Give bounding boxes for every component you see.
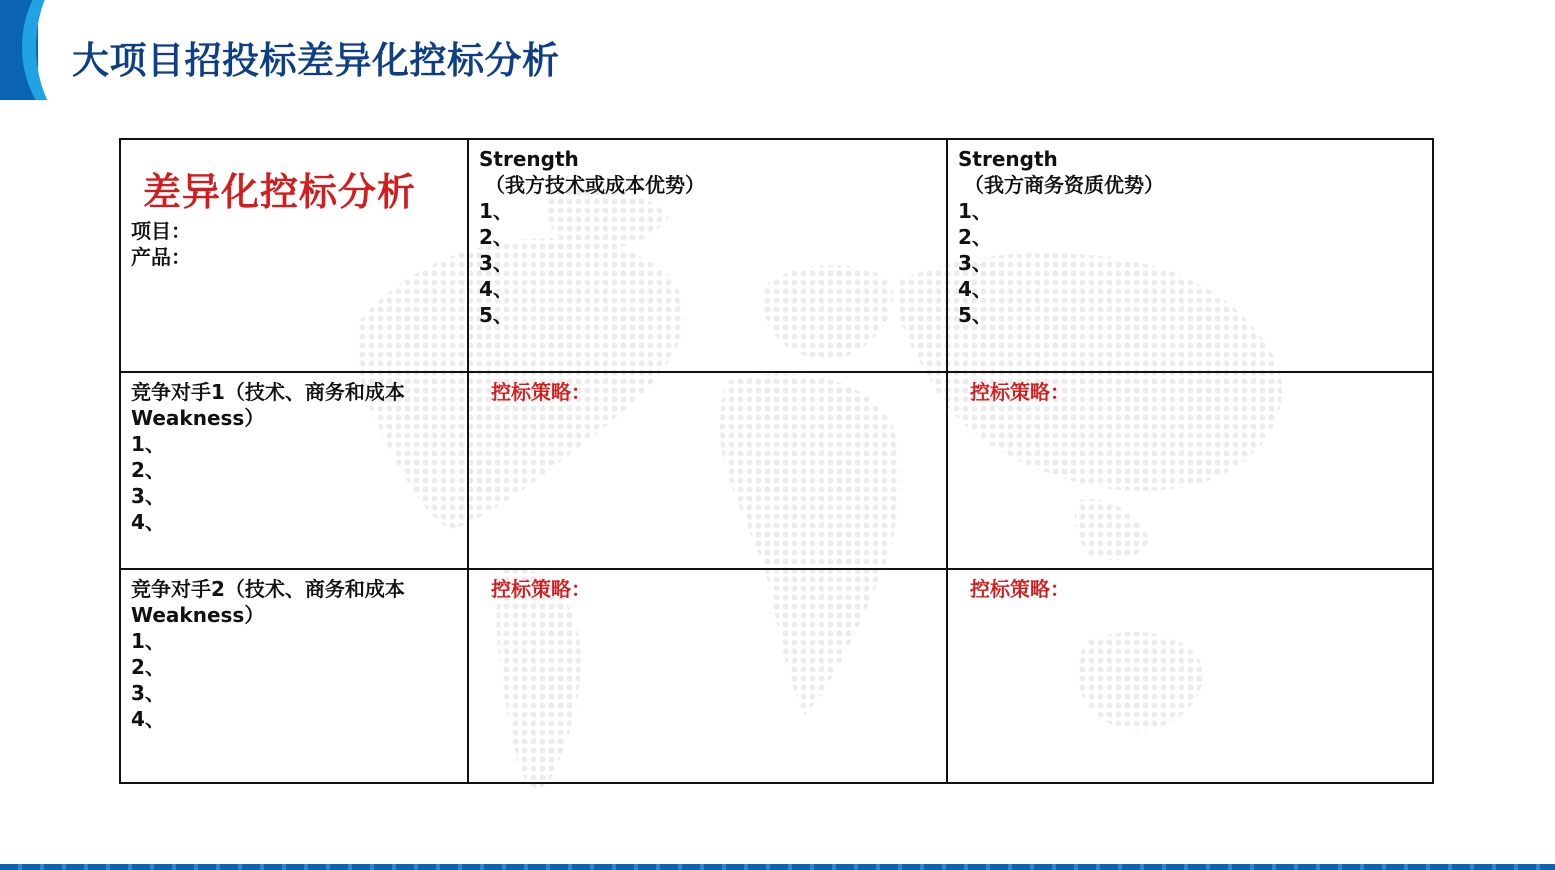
list-item: 4、 (479, 277, 513, 301)
swot-analysis-table (119, 138, 1434, 784)
strategy-label: 控标策略： (970, 577, 1070, 601)
list-item: 3、 (479, 251, 513, 275)
intro-cell (120, 139, 468, 372)
strategy-label: 控标策略： (491, 380, 591, 404)
competitor2-title: 竞争对手2（技术、商务和成本 (131, 577, 405, 601)
strength-tech-cell (468, 139, 947, 372)
list-item: 2、 (479, 225, 513, 249)
list-item: 4、 (131, 510, 165, 534)
list-item: 3、 (131, 484, 165, 508)
list-item: 1、 (131, 629, 165, 653)
list-item: 1、 (479, 199, 513, 223)
strength-business-subtitle: （我方商务资质优势） (964, 173, 1164, 197)
slide-title: 大项目招投标差异化控标分析 (72, 39, 560, 82)
table-row (120, 569, 1433, 783)
strategy-cell-tech-2 (468, 569, 947, 783)
list-item: 2、 (131, 655, 165, 679)
strategy-cell-tech-1 (468, 372, 947, 569)
competitor1-subtitle: Weakness） (131, 406, 265, 430)
strategy-cell-business-1 (947, 372, 1433, 569)
strategy-label: 控标策略： (970, 380, 1070, 404)
list-item: 4、 (131, 707, 165, 731)
strength-business-cell (947, 139, 1433, 372)
list-item: 5、 (479, 303, 513, 327)
strength-business-title: Strength (958, 147, 1058, 171)
bottom-stripe (0, 864, 1555, 870)
strength-tech-title: Strength (479, 147, 579, 171)
list-item: 2、 (958, 225, 992, 249)
competitor2-subtitle: Weakness） (131, 603, 265, 627)
strength-tech-subtitle: （我方技术或成本优势） (485, 173, 705, 197)
list-item: 1、 (131, 432, 165, 456)
list-item: 3、 (958, 251, 992, 275)
competitor2-cell (120, 569, 468, 783)
list-item: 2、 (131, 458, 165, 482)
list-item: 1、 (958, 199, 992, 223)
strategy-label: 控标策略： (491, 577, 591, 601)
competitor1-title: 竞争对手1（技术、商务和成本 (131, 380, 405, 404)
list-item: 4、 (958, 277, 992, 301)
list-item: 3、 (131, 681, 165, 705)
table-row (120, 372, 1433, 569)
competitor1-cell (120, 372, 468, 569)
list-item: 5、 (958, 303, 992, 327)
table-row (120, 139, 1433, 372)
strategy-cell-business-2 (947, 569, 1433, 783)
product-label: 产品： (131, 245, 191, 269)
project-label: 项目： (131, 219, 191, 243)
analysis-heading: 差异化控标分析 (143, 170, 417, 214)
